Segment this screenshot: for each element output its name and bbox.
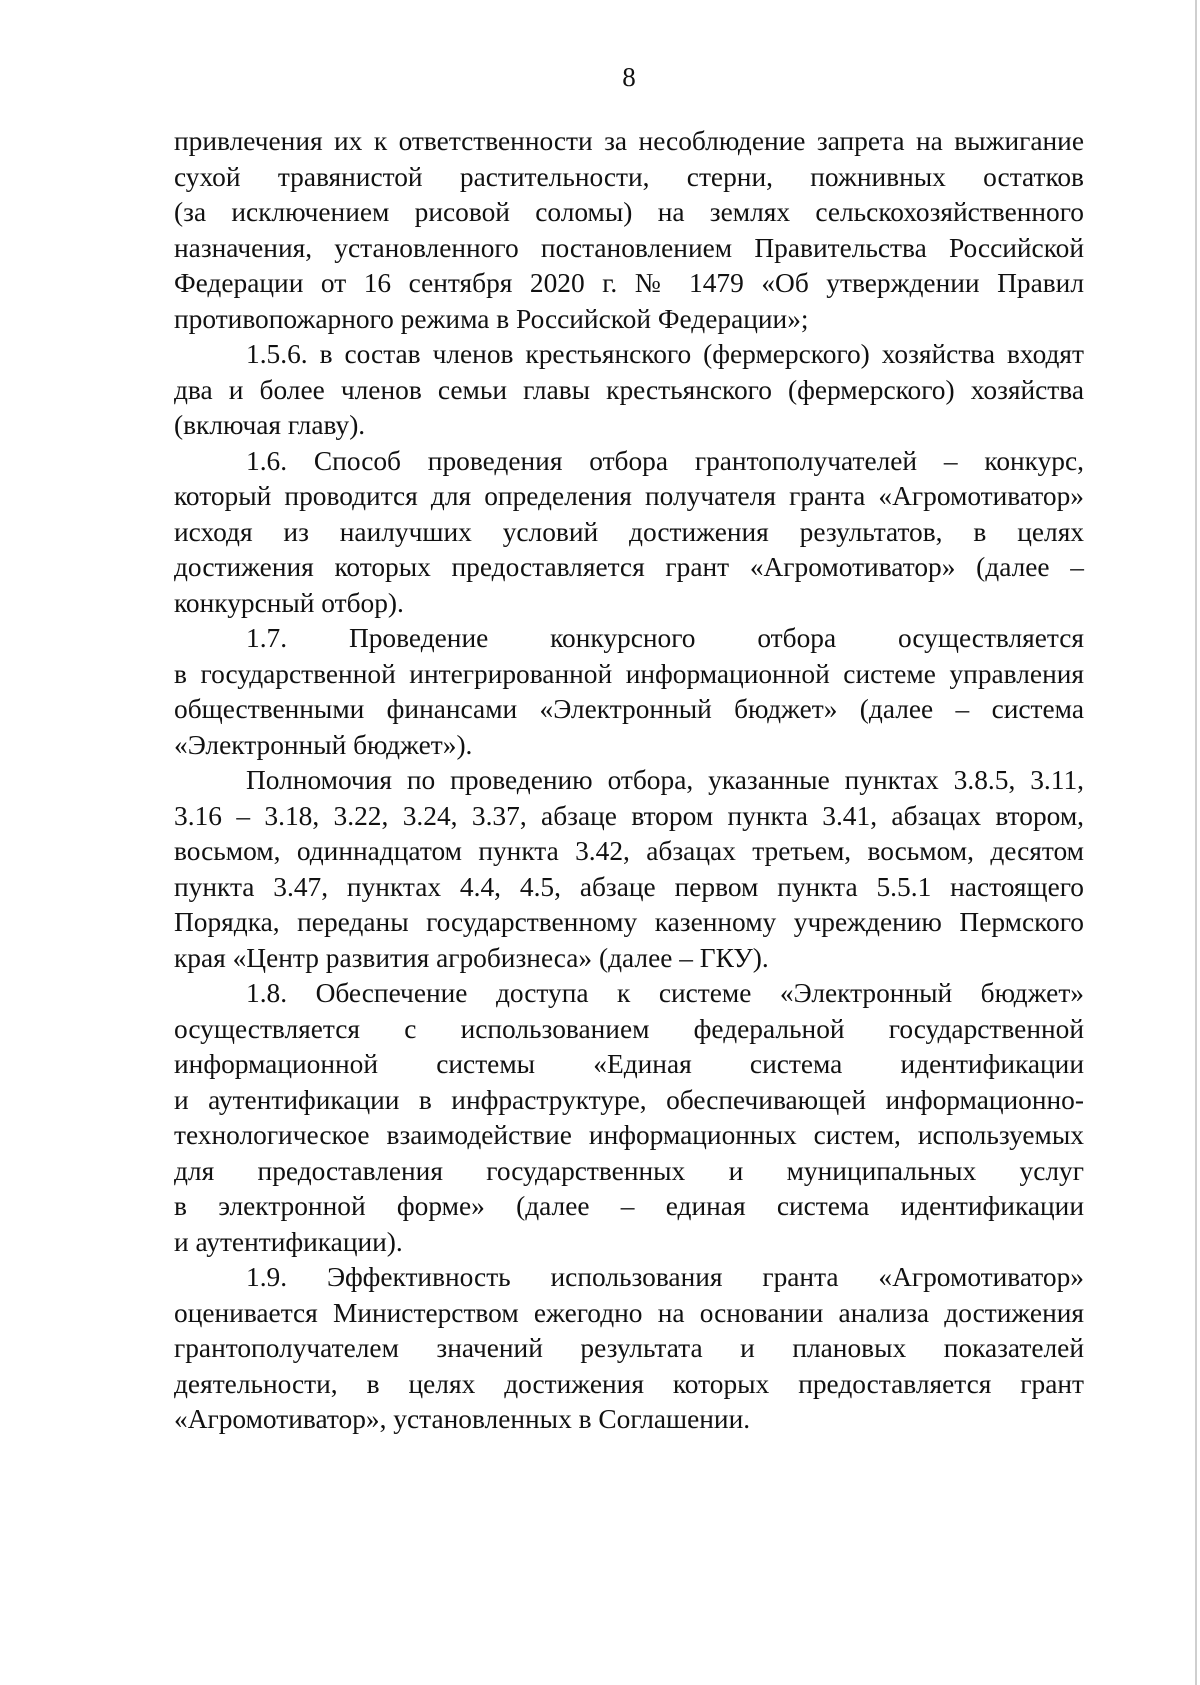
text-line: общественными финансами «Электронный бюджет» (далее – система (174, 694, 1084, 724)
text-line: 1.7. Проведение конкурсного отбора осуществляется (246, 623, 1084, 653)
text-line: конкурсный отбор). (174, 587, 404, 618)
text-line: (включая главу). (174, 410, 366, 440)
paragraph-1-6 (174, 444, 1084, 622)
text-line: для предоставления государственных и муниципальных услуг (174, 1155, 1084, 1186)
text-line: который проводится для определения получателя гранта «Агромотиватор» (174, 481, 1084, 511)
paragraph-1-5-6 (174, 337, 1084, 444)
text-line: осуществляется с использованием федеральной государственной (174, 1013, 1084, 1044)
text-line: достижения которых предоставляется грант «Агромотиватор» (далее – (174, 552, 1084, 582)
document-body (174, 124, 1084, 1438)
text-line: «Агромотиватор», установленных в Соглашении. (174, 1404, 751, 1434)
text-line: Порядка, переданы государственному казенному учреждению Пермского (174, 907, 1084, 937)
text-line: 1.6. Способ проведения отбора грантополучателей – конкурс, (246, 445, 1084, 476)
text-line: (за исключением рисовой соломы) на землях сельскохозяйственного (174, 197, 1084, 227)
paragraph-1-7 (174, 621, 1084, 763)
text-line: и аутентификации в инфраструктуре, обеспечивающей информационно- (174, 1084, 1084, 1115)
text-line: деятельности, в целях достижения которых предоставляется грант (174, 1368, 1084, 1399)
text-line: сухой травянистой растительности, стерни, пожнивных остатков (174, 161, 1084, 192)
text-line: исходя из наилучших условий достижения результатов, в целях (174, 516, 1084, 547)
text-line: грантополучателем значений результата и плановых показателей (174, 1333, 1084, 1363)
text-line: оценивается Министерством ежегодно на основании анализа достижения (174, 1297, 1084, 1328)
text-line: восьмом, одиннадцатом пункта 3.42, абзацах третьем, восьмом, десятом (174, 836, 1084, 866)
text-line: 1.8. Обеспечение доступа к системе «Электронный бюджет» (246, 978, 1084, 1008)
text-line: пункта 3.47, пунктах 4.4, 4.5, абзаце первом пункта 5.5.1 настоящего (174, 871, 1084, 902)
paragraph-authority-transfer (174, 763, 1084, 976)
paragraph-1-8 (174, 976, 1084, 1260)
text-line: Полномочия по проведению отбора, указанные пунктах 3.8.5, 3.11, (246, 765, 1084, 795)
paragraph-1-9 (174, 1260, 1084, 1438)
text-line: назначения, установленного постановлением Правительства Российской (174, 232, 1084, 263)
text-line: края «Центр развития агробизнеса» (далее – ГКУ). (174, 942, 769, 973)
text-line: привлечения их к ответственности за несоблюдение запрета на выжигание (174, 126, 1084, 156)
text-line: противопожарного режима в Российской Федерации»; (174, 303, 809, 334)
page-number: 8 (622, 62, 636, 92)
text-line: «Электронный бюджет»). (174, 729, 473, 760)
text-line: 1.5.6. в состав членов крестьянского (фермерского) хозяйства входят (246, 339, 1084, 369)
text-line: два и более членов семьи главы крестьянского (фермерского) хозяйства (174, 374, 1084, 405)
scan-edge-line (1195, 0, 1197, 1685)
text-line: в государственной интегрированной информационной системе управления (174, 658, 1084, 689)
text-line: Федерации от 16 сентября 2020 г. № 1479 «Об утверждении Правил (174, 268, 1084, 298)
paragraph-burning-ban-continuation (174, 124, 1084, 337)
text-line: 3.16 – 3.18, 3.22, 3.24, 3.37, абзаце втором пункта 3.41, абзацах втором, (174, 800, 1084, 831)
text-line: информационной системы «Единая система идентификации (174, 1049, 1084, 1079)
text-line: и аутентификации). (174, 1226, 403, 1257)
text-line: технологическое взаимодействие информационных систем, используемых (174, 1120, 1084, 1150)
text-line: 1.9. Эффективность использования гранта «Агромотиватор» (246, 1262, 1084, 1292)
text-line: в электронной форме» (далее – единая система идентификации (174, 1191, 1084, 1221)
